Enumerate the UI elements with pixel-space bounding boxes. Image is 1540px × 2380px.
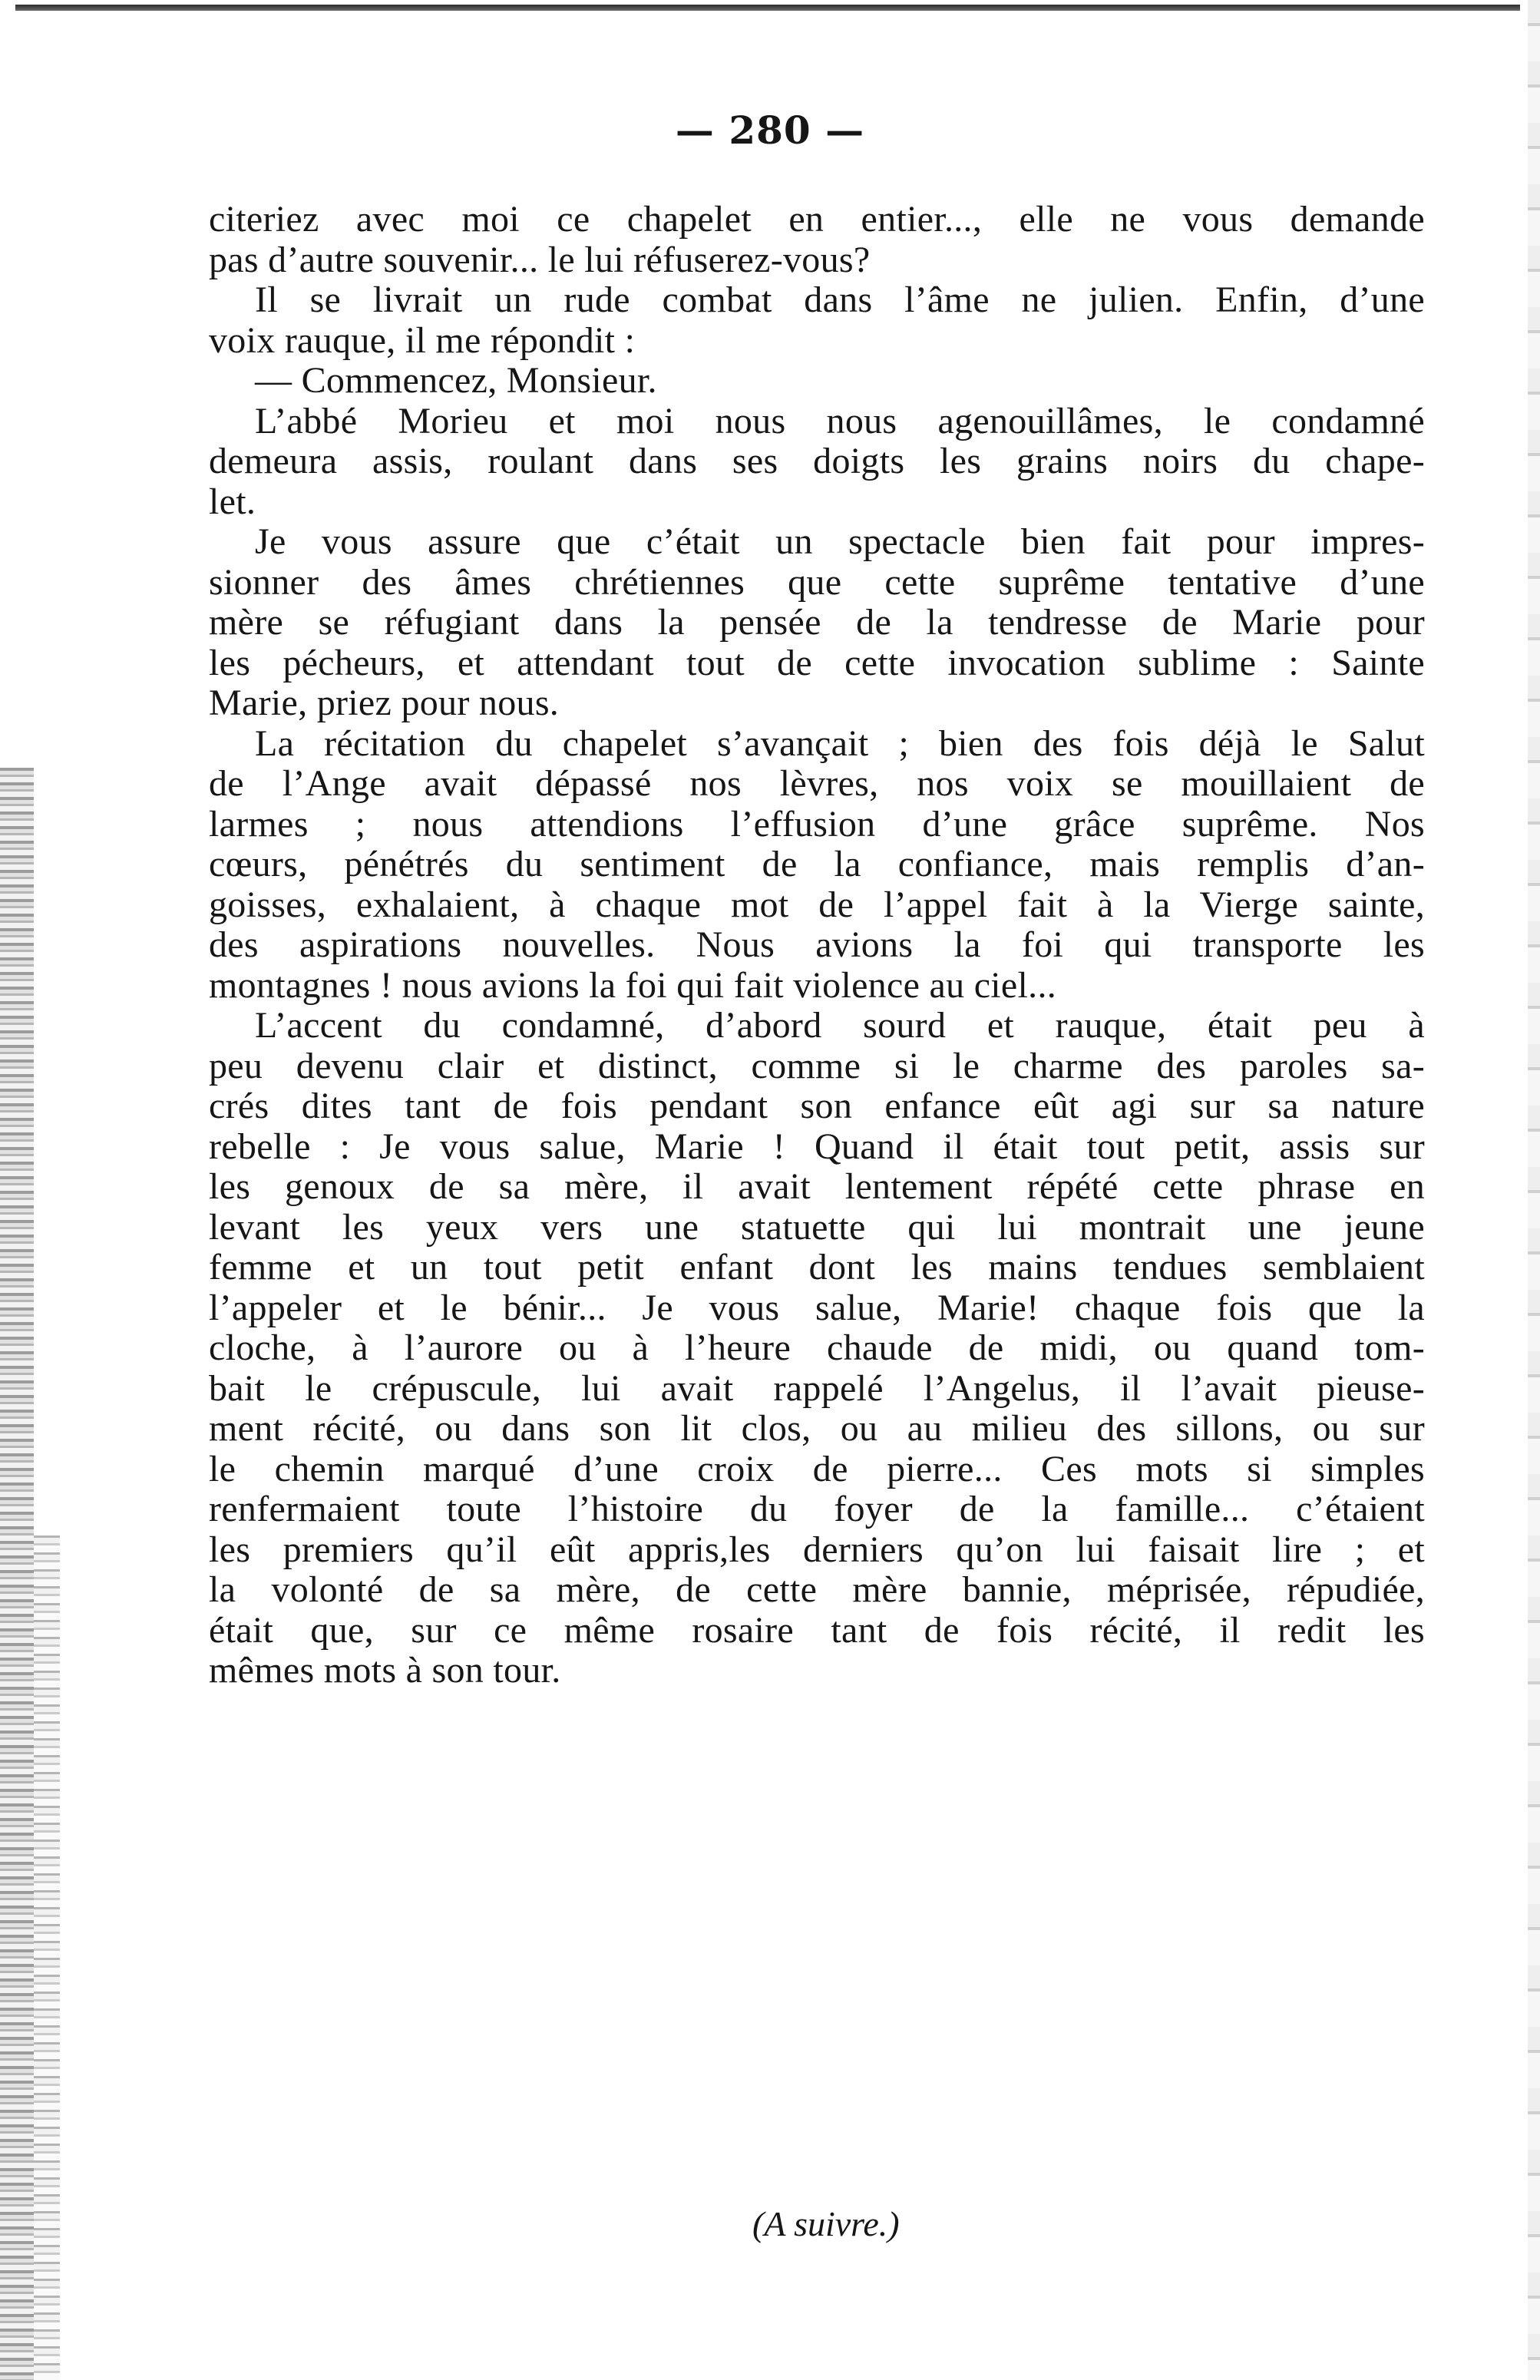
text-line: la volonté de sa mère, de cette mère bannie, méprisée, répudiée, [209,1569,1425,1610]
paragraph [209,402,1425,523]
text-line: voix rauque, il me répondit : [209,319,636,361]
text-line: était que, sur ce même rosaire tant de fois récité, il redit les [209,1609,1425,1651]
paragraph [209,361,1425,402]
scan-right-edge [1528,0,1540,2380]
text-line: sionner des âmes chrétiennes que cette suprême tentative d’une [209,561,1425,603]
text-line: citeriez avec moi ce chapelet en entier..., elle ne vous demande [209,199,1425,240]
page-number: — 280 — [675,107,865,153]
text-line: Je vous assure que c’était un spectacle bien fait pour impres- [255,521,1425,562]
text-line: cloche, à l’aurore ou à l’heure chaude de midi, ou quand tom- [209,1327,1425,1368]
text-line: La récitation du chapelet s’avançait ; bien des fois déjà le Salut [255,722,1425,764]
paragraph [209,522,1425,724]
text-line: larmes ; nous attendions l’effusion d’une grâce suprême. Nos [209,803,1425,845]
text-line: levant les yeux vers une statuette qui lui montrait une jeune [209,1206,1425,1248]
text-line: Marie, priez pour nous. [209,683,560,723]
text-line: de l’Ange avait dépassé nos lèvres, nos voix se mouillaient de [209,763,1425,804]
paragraph [209,724,1425,1007]
text-line: l’appeler et le bénir... Je vous salue, Marie! chaque fois que la [209,1287,1425,1328]
text-line: — Commencez, Monsieur. [255,360,657,401]
text-line: montagnes ! nous avions la foi qui fait violence au ciel... [209,964,1057,1006]
text-line: les premiers qu’il eût appris,les derniers qu’on lui faisait lire ; et [209,1529,1425,1570]
text-line: mêmes mots à son tour. [209,1650,561,1691]
to-be-continued-note: (A suivre.) [752,2204,900,2243]
paragraph [209,1006,1425,1691]
text-line: pas d’autre souvenir... le lui réfuserez-vous? [209,239,871,280]
body-text [209,200,1425,1691]
scan-binding-edge [0,768,34,2380]
text-line: les pécheurs, et attendant tout de cette invocation sublime : Sainte [209,642,1425,683]
text-line: crés dites tant de fois pendant son enfance eût agi sur sa nature [209,1086,1425,1126]
text-line: L’accent du condamné, d’abord sourd et rauque, était peu à [255,1005,1425,1046]
paragraph [209,200,1425,280]
text-line: rebelle : Je vous salue, Marie ! Quand il était tout petit, assis sur [209,1126,1425,1167]
text-line: let. [209,481,256,522]
text-line: le chemin marqué d’une croix de pierre... Ces mots si simples [209,1448,1425,1489]
text-line: ment récité, ou dans son lit clos, ou au milieu des sillons, ou sur [209,1408,1425,1449]
paragraph [209,280,1425,361]
top-edge-rule [15,5,1520,11]
text-line: les genoux de sa mère, il avait lentement répété cette phrase en [209,1166,1425,1207]
text-line: peu devenu clair et distinct, comme si le charme des paroles sa- [209,1045,1425,1086]
text-line: mère se réfugiant dans la pensée de la tendresse de Marie pour [209,602,1425,643]
text-line: renfermaient toute l’histoire du foyer de la famille... c’étaient [209,1489,1425,1529]
text-line: bait le crépuscule, lui avait rappelé l’Angelus, il l’avait pieuse- [209,1367,1425,1409]
text-line: Il se livrait un rude combat dans l’âme ne julien. Enfin, d’une [255,279,1425,320]
text-line: demeura assis, roulant dans ses doigts les grains noirs du chape- [209,441,1425,481]
text-line: L’abbé Morieu et moi nous nous agenouillâmes, le condamné [255,400,1425,441]
text-line: goisses, exhalaient, à chaque mot de l’appel fait à la Vierge sainte, [209,884,1425,925]
text-line: cœurs, pénétrés du sentiment de la confiance, mais remplis d’an- [209,844,1425,884]
scan-binding-edge-lower [34,1535,60,2380]
text-line: femme et un tout petit enfant dont les mains tendues semblaient [209,1247,1425,1288]
text-line: des aspirations nouvelles. Nous avions la foi qui transporte les [209,924,1425,965]
